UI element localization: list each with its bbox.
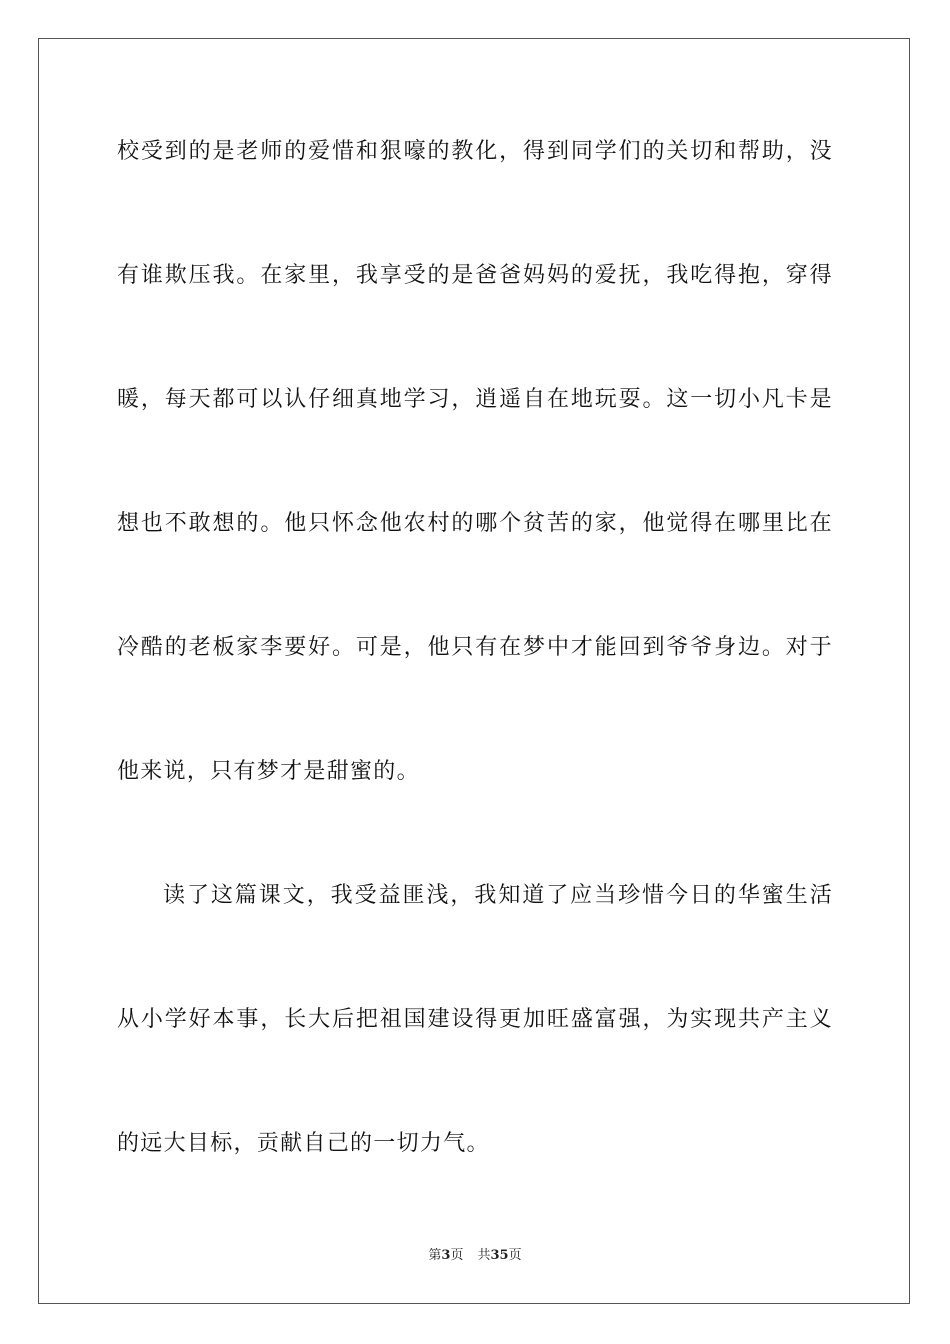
text-line-4: 想也不敢想的。他只怀念他农村的哪个贫苦的家，他觉得在哪里比在	[117, 511, 833, 536]
total-suffix: 页	[508, 1248, 522, 1263]
total-prefix: 共	[477, 1248, 491, 1263]
text-line-9: 的远大目标，贡献自己的一切力气。	[117, 1131, 490, 1156]
total-pages: 35	[490, 1248, 509, 1263]
text-line-8: 从小学好本事，长大后把祖国建设得更加旺盛富强，为实现共产主义	[117, 1007, 833, 1032]
text-line-3: 暖，每天都可以认仔细真地学习，逍遥自在地玩耍。这一切小凡卡是	[117, 387, 833, 412]
text-line-1: 校受到的是老师的爱惜和狠嚎的教化，得到同学们的关切和帮助，没	[117, 139, 833, 164]
page-prefix: 第	[428, 1248, 442, 1263]
page-footer	[0, 1246, 950, 1266]
page-suffix: 页	[450, 1248, 464, 1263]
page-border	[38, 38, 910, 1304]
text-line-2: 有谁欺压我。在家里，我享受的是爸爸妈妈的爱抚，我吃得抱，穿得	[117, 263, 833, 288]
page-number: 3	[441, 1248, 451, 1263]
text-line-5: 冷酷的老板家李要好。可是，他只有在梦中才能回到爷爷身边。对于	[117, 635, 833, 660]
text-line-7: 读了这篇课文，我受益匪浅，我知道了应当珍惜今日的华蜜生活	[163, 883, 833, 908]
text-line-6: 他来说，只有梦才是甜蜜的。	[117, 759, 420, 784]
